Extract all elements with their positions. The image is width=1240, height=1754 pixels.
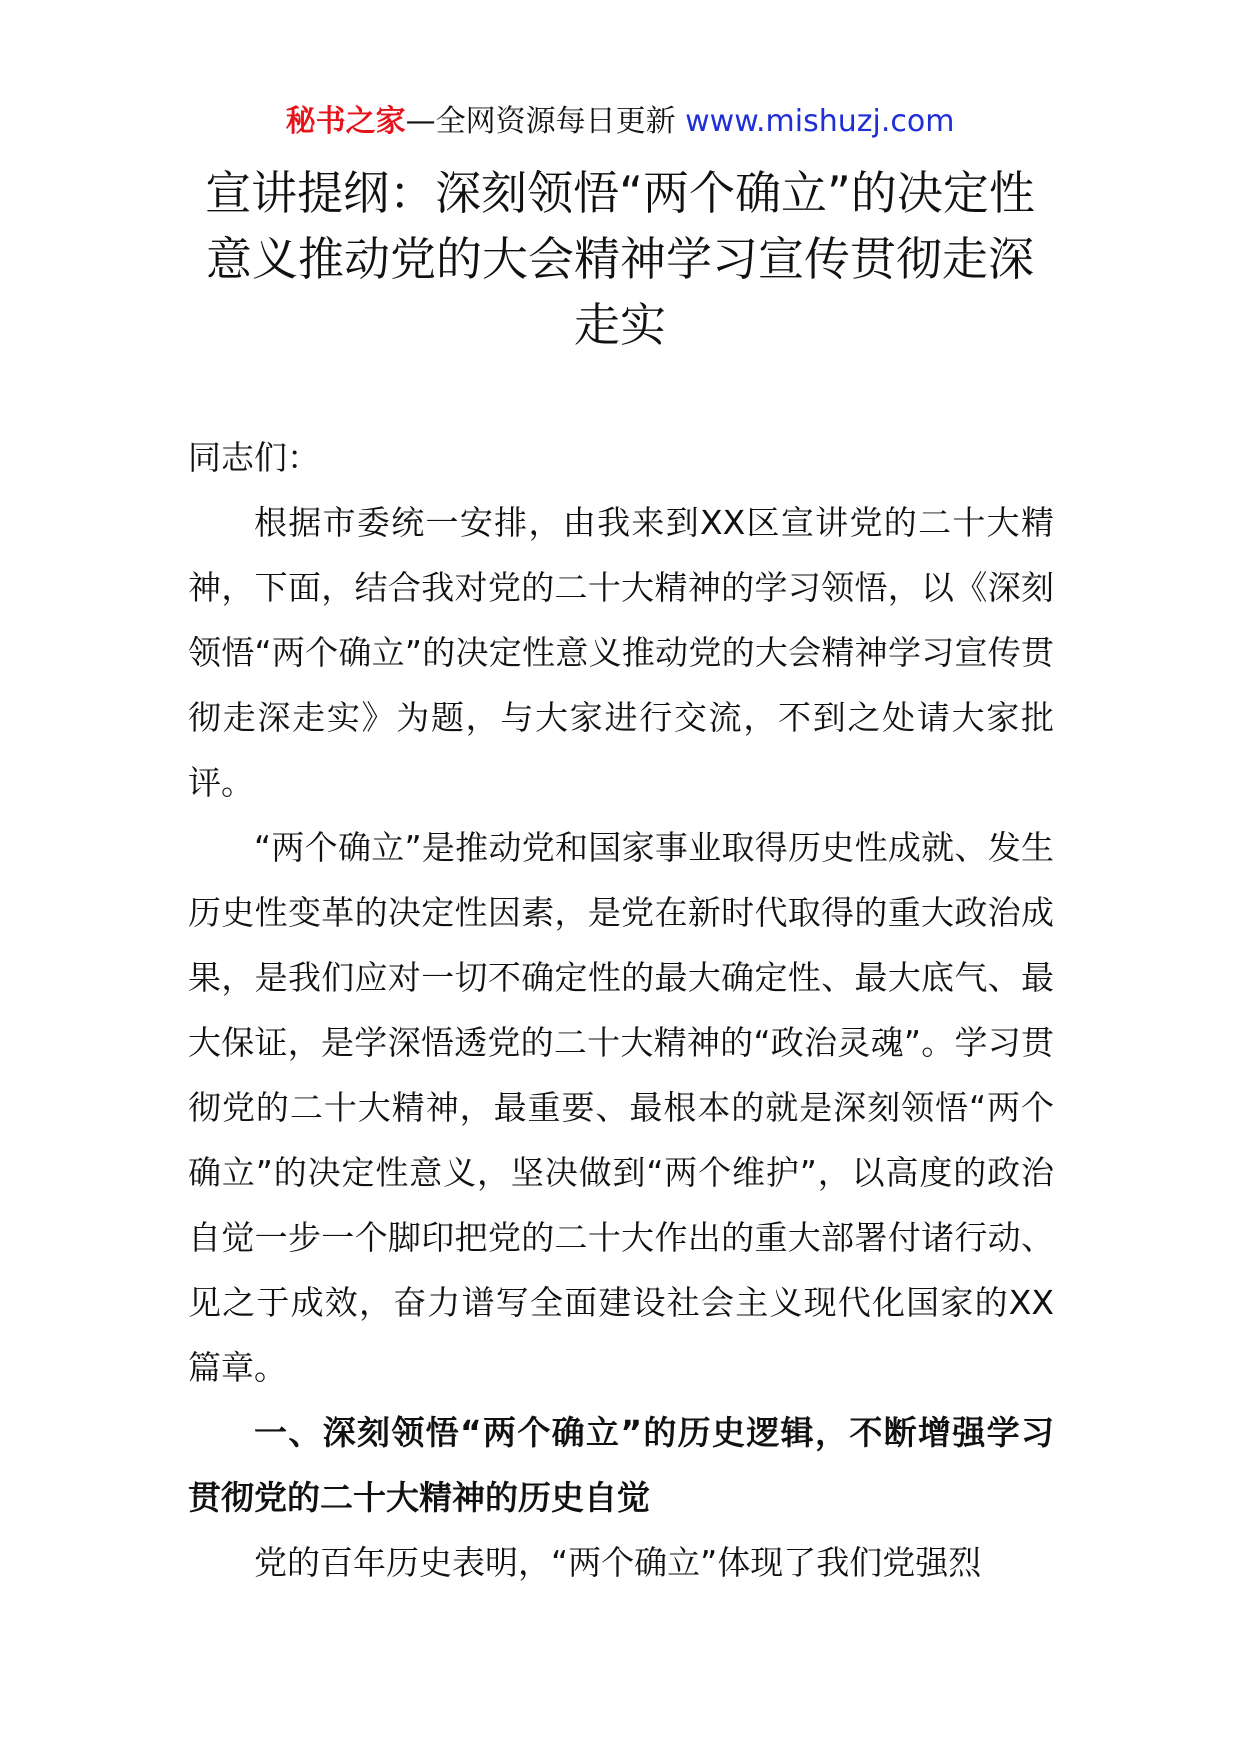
section-heading-1: 一、深刻领悟“两个确立”的历史逻辑，不断增强学习贯彻党的二十大精神的历史自觉 xyxy=(188,1413,1054,1517)
site-url[interactable]: www.mishuzj.com xyxy=(685,104,955,139)
salutation: 同志们： xyxy=(188,438,320,477)
paragraph-two-establishments: “两个确立”是推动党和国家事业取得历史性成就、发生历史性变革的决定性因素，是党在新时代取得的重大政治成果，是我们应对一切不确定性的最大确定性、最大底气、最大保证，是学深悟透党的二十大精神的“政治灵魂”。学习贯彻党的二十大精神，最重要、最根本的就是深刻领悟“两个确立”的决定性意义，坚决做到“两个维护”，以高度的政治自觉一步一个脚印把党的二十大作出的重大部署付诸行动、见之于成效，奋力谱写全面建设社会主义现代化国家的XX篇章。 xyxy=(188,828,1054,1387)
document-body xyxy=(188,425,1054,1595)
document-title: 宣讲提纲：深刻领悟“两个确立”的决定性意义推动党的大会精神学习宣传贯彻走深走实 xyxy=(205,166,1035,352)
brand-name: 秘书之家 xyxy=(285,104,406,139)
header-slogan: —全网资源每日更新 xyxy=(405,104,686,139)
section-1-paragraph: 党的百年历史表明，“两个确立”体现了我们党强烈 xyxy=(254,1543,982,1582)
paragraph-intro: 根据市委统一安排，由我来到XX区宣讲党的二十大精神，下面，结合我对党的二十大精神的学习领悟，以《深刻领悟“两个确立”的决定性意义推动党的大会精神学习宣传贯彻走深走实》为题，与大家进行交流，不到之处请大家批评。 xyxy=(188,503,1054,802)
site-header xyxy=(0,98,1240,146)
